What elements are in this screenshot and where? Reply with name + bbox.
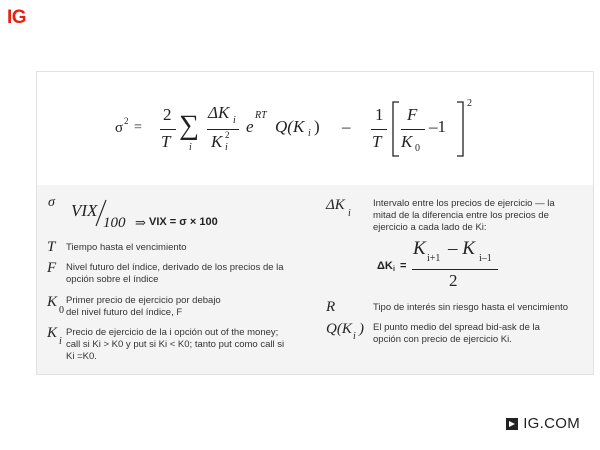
dki-formula-eq: = bbox=[400, 260, 407, 272]
frac-K0: K bbox=[401, 132, 413, 151]
sigma-exponent: 2 bbox=[124, 116, 129, 126]
legend-dKi-symbol: ΔK bbox=[326, 197, 345, 213]
legend-dKi-text-3: ejercicio a cada lado de Ki: bbox=[373, 222, 487, 233]
ig-com-link[interactable] bbox=[506, 415, 580, 432]
minus-one: –1 bbox=[429, 117, 446, 136]
frac-bar-4 bbox=[401, 129, 425, 130]
legend-K0-text-1: Primer precio de ejercicio por debajo bbox=[66, 295, 221, 306]
dki-formula-a-sub: i+1 bbox=[427, 253, 441, 264]
k-denominator-sub: i bbox=[225, 142, 228, 153]
legend-dKi-sub: i bbox=[348, 208, 351, 219]
frac-bar-3 bbox=[371, 129, 387, 130]
legend-R-text: Tipo de interés sin riesgo hasta el vencimiento bbox=[373, 302, 569, 313]
implies-arrow: ⇒ bbox=[135, 215, 146, 230]
frac-one: 1 bbox=[375, 105, 384, 124]
frac-T-2: T bbox=[372, 132, 382, 151]
equals-sign: = bbox=[134, 120, 142, 135]
frac-bar bbox=[160, 129, 176, 130]
frac-F: F bbox=[407, 105, 418, 124]
minus-sign: – bbox=[342, 117, 351, 136]
e-exponent: RT bbox=[255, 110, 267, 121]
ig-logo[interactable]: IG bbox=[7, 7, 27, 28]
frac-two: 2 bbox=[163, 105, 172, 124]
legend-F-text-2: opción sobre el índice bbox=[66, 274, 159, 285]
legend-K0-sub: 0 bbox=[59, 305, 64, 316]
dki-formula-b-sub: i–1 bbox=[479, 253, 492, 264]
ig-com-label: IG.COM bbox=[523, 415, 580, 432]
dki-formula-den: 2 bbox=[449, 271, 458, 290]
q-sub: i bbox=[308, 128, 311, 139]
dki-frac-bar bbox=[412, 269, 498, 270]
legend-Q-sub: i bbox=[353, 331, 356, 342]
dki-formula-b: – K bbox=[448, 238, 475, 259]
q-function: Q(K bbox=[275, 117, 305, 136]
legend-F-text-1: Nivel futuro del índice, derivado de los precios de la bbox=[66, 262, 284, 273]
sigma-lhs: σ bbox=[115, 120, 124, 136]
k-denominator: K bbox=[211, 132, 223, 151]
dki-formula-lhs: ΔK bbox=[377, 260, 393, 272]
legend-Q-text-2: opción con precio de ejercicio Ki. bbox=[373, 334, 512, 345]
outer-exponent: 2 bbox=[467, 98, 472, 109]
legend-Q-symbol: Q(K bbox=[326, 321, 352, 337]
legend-T-text: Tiempo hasta el vencimiento bbox=[66, 242, 187, 253]
legend-Q-text-1: El punto medio del spread bid-ask de la bbox=[373, 322, 540, 333]
legend-dKi-text-2: mitad de la diferencia entre los precios de bbox=[373, 210, 549, 221]
frac-T: T bbox=[161, 132, 171, 151]
vix-equation: VIX = σ × 100 bbox=[149, 216, 218, 228]
legend-K0-text-2: del nivel futuro del índice, F bbox=[66, 307, 183, 318]
main-formula bbox=[37, 72, 593, 184]
sum-symbol: ∑ bbox=[179, 110, 199, 141]
e-symbol: e bbox=[246, 117, 254, 136]
legend-vix-numerator: VIX bbox=[71, 201, 98, 220]
legend-Ki-text-3: Ki =K0. bbox=[66, 351, 97, 362]
legend-Ki-text-1: Precio de ejercicio de la i opción out of the money; bbox=[66, 327, 279, 338]
legend-Ki-symbol: K bbox=[47, 325, 58, 341]
dki-formula-lhs-sub: i bbox=[393, 266, 395, 273]
legend bbox=[37, 185, 593, 374]
arrow-box-icon bbox=[506, 418, 518, 430]
legend-K0-symbol: K bbox=[47, 294, 58, 310]
dki-formula-a: K bbox=[413, 238, 426, 259]
q-close: ) bbox=[314, 117, 320, 136]
legend-Ki-text-2: call si Ki > K0 y put si Ki < K0; tanto put como call si bbox=[66, 339, 285, 350]
legend-R-symbol: R bbox=[326, 299, 336, 315]
delta-k-numerator: ΔK bbox=[208, 103, 230, 122]
delta-k-numerator-sub: i bbox=[233, 115, 236, 126]
legend-Ki-sub: i bbox=[59, 336, 62, 347]
legend-Q-close: ) bbox=[359, 321, 364, 337]
legend-sigma-symbol: σ bbox=[48, 195, 55, 210]
sum-index: i bbox=[189, 142, 192, 153]
frac-K0-sub: 0 bbox=[415, 143, 420, 154]
frac-bar-2 bbox=[207, 129, 239, 130]
k-denominator-exp: 2 bbox=[225, 130, 230, 140]
legend-vix-denominator: 100 bbox=[103, 215, 126, 231]
vix-formula-card bbox=[36, 71, 594, 375]
legend-T-symbol: T bbox=[47, 239, 56, 255]
legend-F-symbol: F bbox=[47, 260, 57, 276]
legend-dKi-text-1: Intervalo entre los precios de ejercicio — la bbox=[373, 198, 555, 209]
